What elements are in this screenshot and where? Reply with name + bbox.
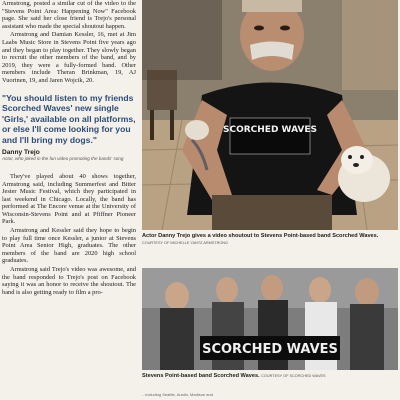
band-photo-caption [142,373,398,380]
trejo-photo-caption [142,233,398,247]
band-logo-text: SCORCHED WAVES [202,342,338,357]
next-column-fragment: ...including Seattle, Austin, Madison and [142,392,213,397]
article-right-column [142,0,398,400]
article-left-column [2,0,136,400]
trejo-photo-illustration [142,0,398,230]
trejo-photo [142,0,398,230]
band-caption-text: Stevens Point-based band Scorched Waves. [142,373,260,379]
article-paragraph-3: They've played about 40 shows together, Armstrong said, including Summerfest and Bitter Jester Music Festival, which they participated in last weekend in Chicago. Locally, the band has performed at The Encore venue at the University of Wisconsin-Stevens Point and at Pfiffner Pioneer Park. [2,172,136,226]
article-paragraph-1: Armstrong, posted a similar cut of the video to the "Stevens Point Area: Happening Now" Facebook page. She said her close friend is Trejo's personal assistant who made the special shoutout happen. [2,0,136,30]
pull-quote: "You should listen to my friends Scorched Waves' new single 'Girls,' available on all platforms, or else I'll come looking for you and I'll bring my dogs." [2,92,136,145]
pull-quote-role: Actor, who joked in the fun video promoting the bands' song [2,155,124,161]
article-paragraph-5: Armstrong said Trejo's video was awesome, and the band responded to Trejo's post on Facebook saying it was an honor to receive the shoutout. The band is also getting ready to film a pro- [2,266,136,296]
trejo-caption-credit: COURTESY OF MICHELLE YANTZ ARMSTRONG [142,241,229,245]
band-photo-illustration [142,268,398,370]
band-caption-credit: COURTESY OF SCORCHED WAVES [261,374,326,378]
band-photo [142,268,398,370]
article-paragraph-2: Armstrong and Damian Kessler, 16, met at Jim Laabs Music Store in Stevens Point five years ago and they began to play together. They slowly began to recruit the other members of the band, and by 2019, they were a fully-formed band. Other members include Theran Brinkman, 19, AJ Vuorinen, 19, and Jaren Wojcik, 20. [2,31,136,84]
shirt-logo-text: SCORCHED WAVES [222,125,318,135]
trejo-caption-text: Actor Danny Trejo gives a video shoutout to Stevens Point-based band Scorched Waves. [142,233,379,239]
article-paragraph-4: Armstrong and Kessler said they hope to begin to play full time once Kessler, a junior at Stevens Point Area Senior High, graduates. The other members of the band are 2020 high school graduates. [2,227,136,265]
pull-quote-name: Danny Trejo [2,148,40,156]
